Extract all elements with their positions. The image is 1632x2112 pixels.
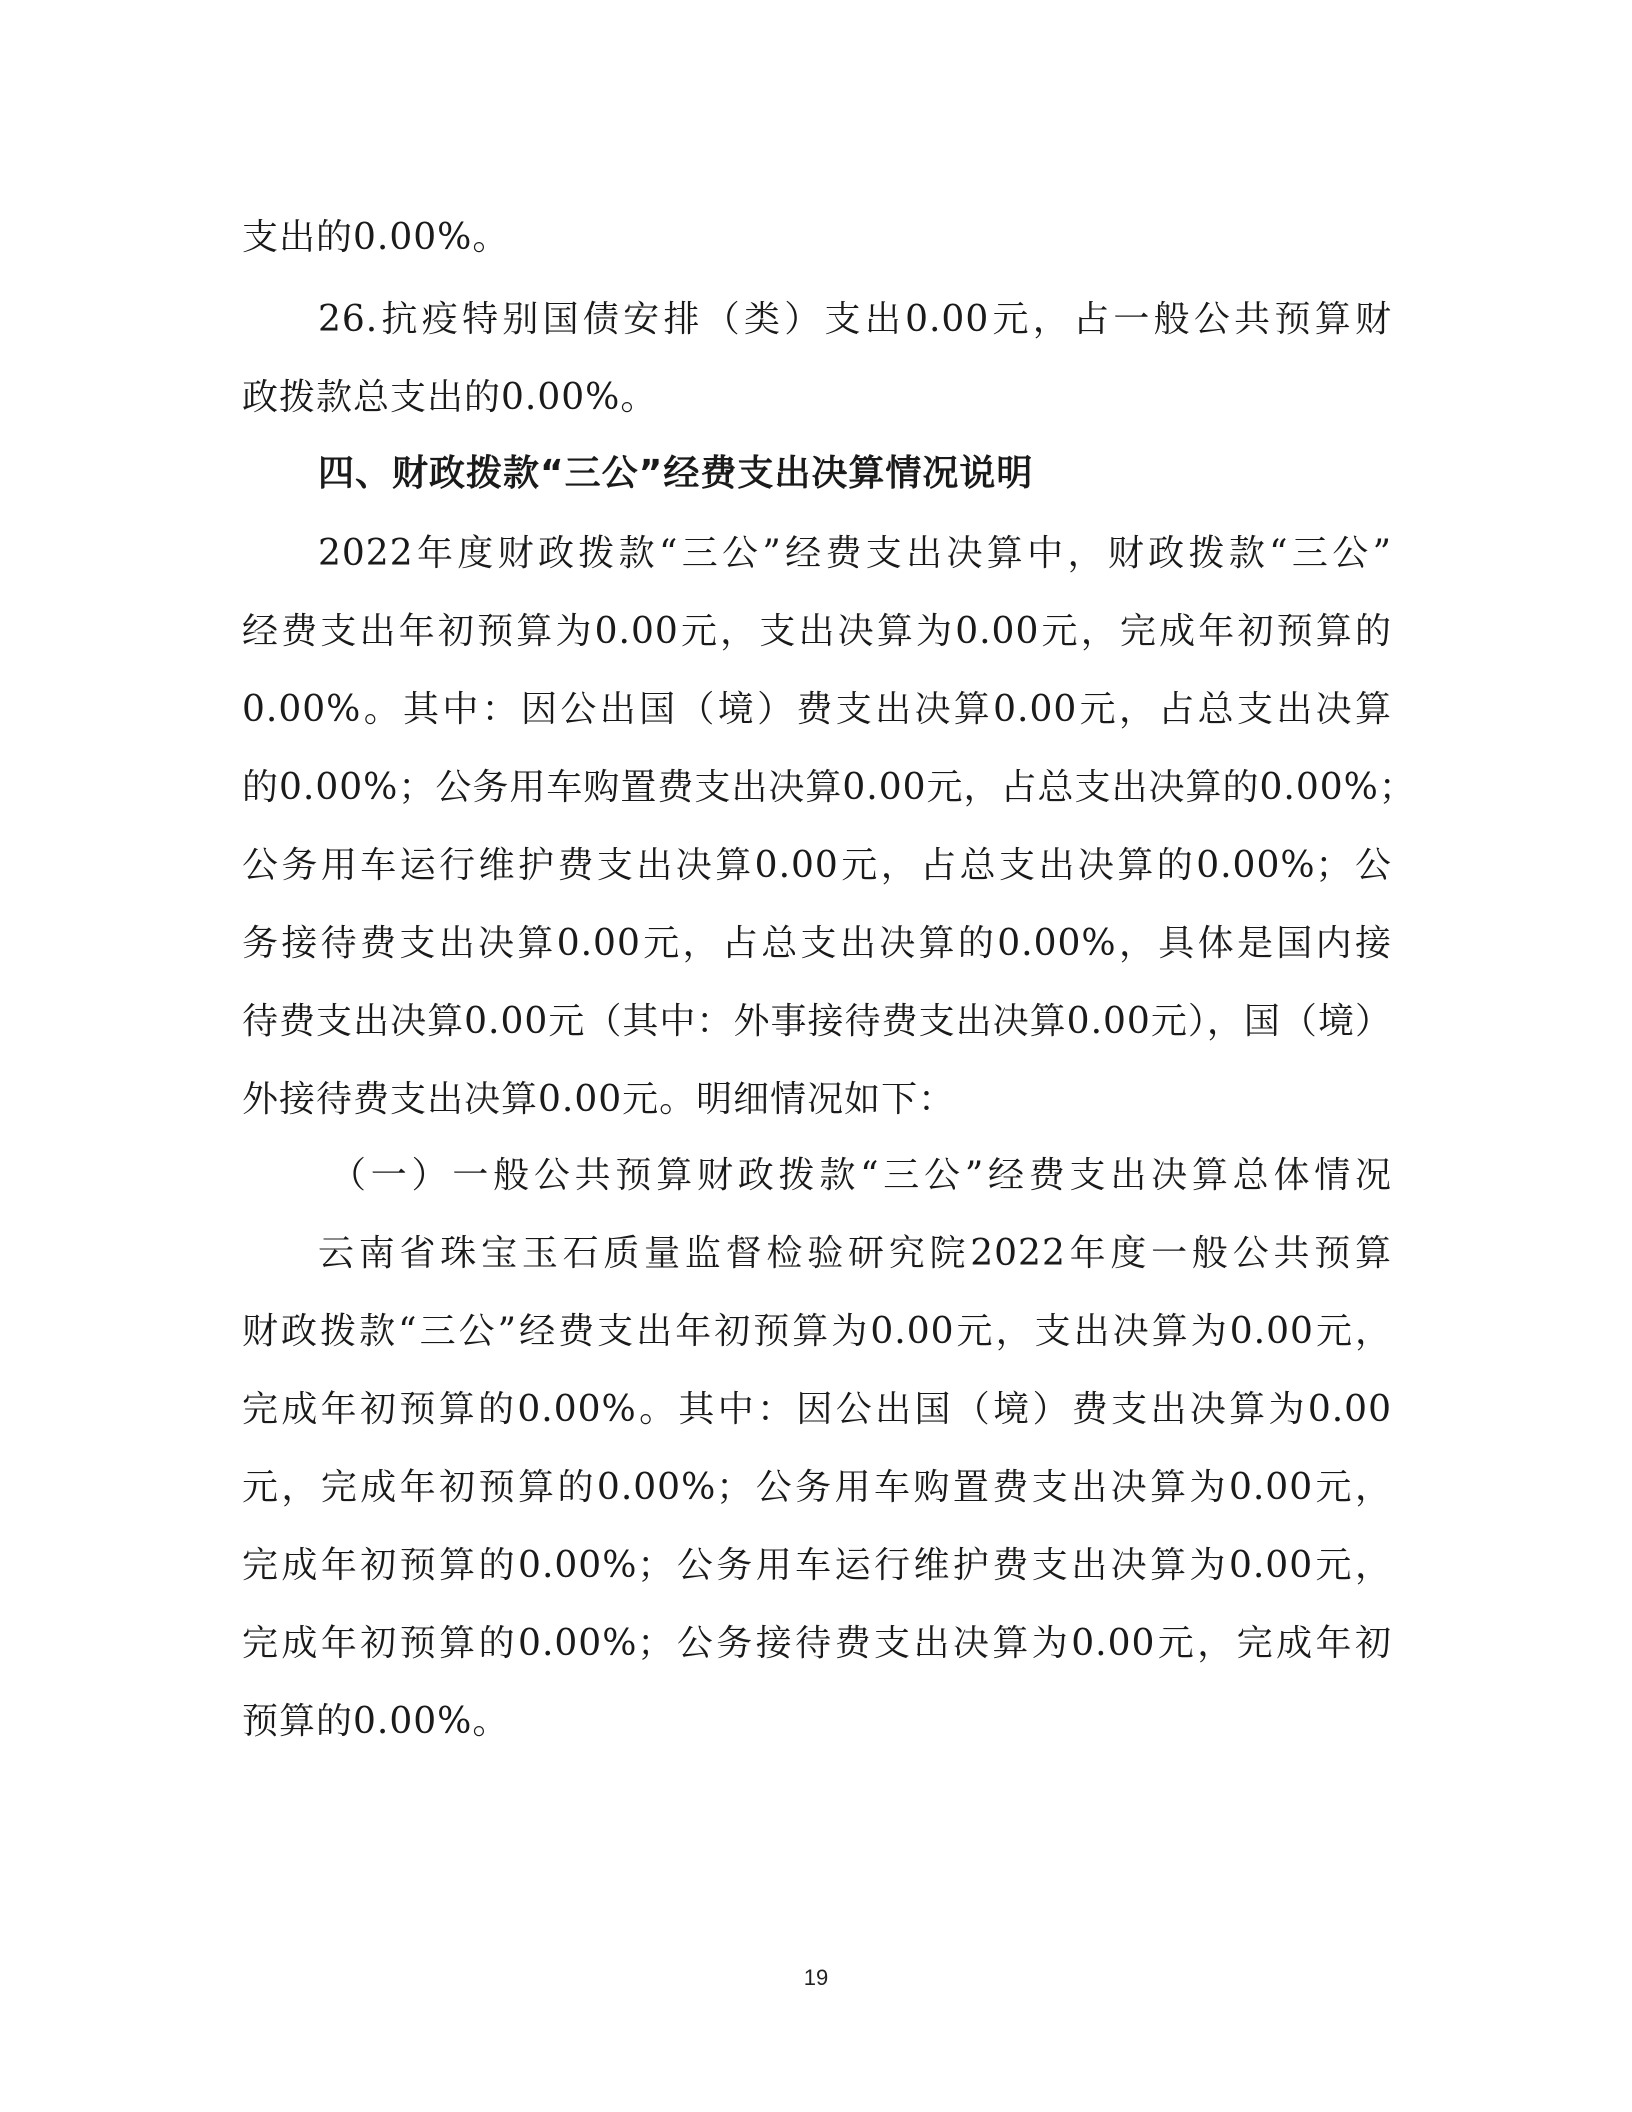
paragraph-line: 元，完成年初预算的0.00%；公务用车购置费支出决算为0.00元， xyxy=(242,1467,1392,1508)
paragraph-line: 2022年度财政拨款“三公”经费支出决算中，财政拨款“三公” xyxy=(318,533,1392,574)
paragraph-line: 经费支出年初预算为0.00元，支出决算为0.00元，完成年初预算的 xyxy=(242,611,1392,652)
paragraph-line: 0.00%。其中：因公出国（境）费支出决算0.00元，占总支出决算 xyxy=(242,689,1392,730)
paragraph-line: 完成年初预算的0.00%；公务用车运行维护费支出决算为0.00元， xyxy=(242,1545,1392,1586)
paragraph-line: 公务用车运行维护费支出决算0.00元，占总支出决算的0.00%；公 xyxy=(242,845,1392,886)
page-number: 19 xyxy=(803,1965,829,1990)
subsection-heading: （一）一般公共预算财政拨款“三公”经费支出决算总体情况 xyxy=(330,1155,1392,1196)
paragraph-line: 26.抗疫特别国债安排（类）支出0.00元，占一般公共预算财 xyxy=(318,299,1392,340)
paragraph-line: 务接待费支出决算0.00元，占总支出决算的0.00%，具体是国内接 xyxy=(242,923,1392,964)
paragraph-line: 支出的0.00%。 xyxy=(242,217,510,258)
paragraph-line: 云南省珠宝玉石质量监督检验研究院2022年度一般公共预算 xyxy=(318,1233,1392,1274)
paragraph-line: 财政拨款“三公”经费支出年初预算为0.00元，支出决算为0.00元， xyxy=(242,1311,1392,1352)
paragraph-line: 的0.00%；公务用车购置费支出决算0.00元，占总支出决算的0.00%； xyxy=(242,767,1416,808)
paragraph-line: 待费支出决算0.00元（其中：外事接待费支出决算0.00元），国（境） xyxy=(242,1001,1392,1042)
paragraph-line: 完成年初预算的0.00%。其中：因公出国（境）费支出决算为0.00 xyxy=(242,1389,1392,1430)
paragraph-line: 预算的0.00%。 xyxy=(242,1701,510,1742)
section-heading: 四、财政拨款“三公”经费支出决算情况说明 xyxy=(318,453,1034,494)
paragraph-line: 政拨款总支出的0.00%。 xyxy=(242,377,658,418)
paragraph-line: 完成年初预算的0.00%；公务接待费支出决算为0.00元，完成年初 xyxy=(242,1623,1392,1664)
paragraph-line: 外接待费支出决算0.00元。明细情况如下： xyxy=(242,1079,956,1120)
